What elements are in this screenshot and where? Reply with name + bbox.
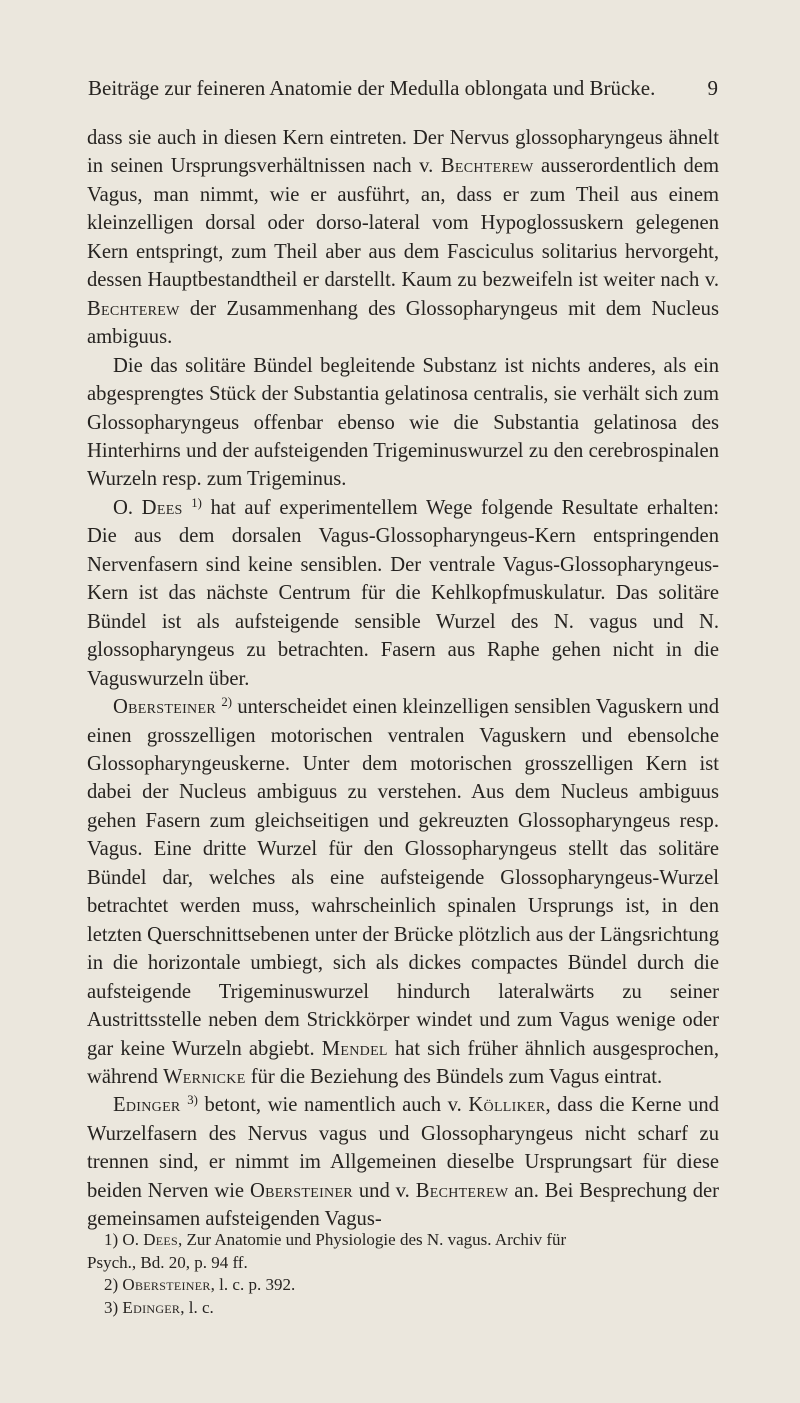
author-name: Dees (143, 1230, 179, 1249)
paragraph (87, 494, 719, 693)
text-run: Psych., Bd. 20, p. 94 ff. (87, 1252, 248, 1272)
text-run: Die das solitäre Bündel begleitende Substanz ist nichts anderes, als ein abgesprengtes Stück der Substantia gelatinosa centralis, sie verhält sich zum Glossopharyngeus offenbar ebenso wie die Substantia gelatinosa des Hinterhirns und der aufsteigenden Trigeminuswurzel zu den cerebrospinalen Wurzeln resp. zum Trigeminus. (87, 354, 719, 491)
author-name: Kölliker (468, 1094, 546, 1117)
text-run: dass sie auch in diesen Kern eintreten. Der Nervus glossopharyngeus ähnelt in seinen Ursprungsverhältnissen nach v. (87, 127, 719, 178)
text-run: hat auf experimentellem Wege folgende Resultate erhalten: Die aus dem dorsalen Vagus-Glossopharyngeus-Kern entspringenden Nervenfasern sind keine sensiblen. Der ventrale Vagus-Glossopharyngeus-Kern ist das nächste Centrum für die Kehlkopfmuskulatur. Das solitäre Bündel ist als aufsteigende sensible Wurzel des N. vagus und N. glossopharyngeus zu betrachten. Fasern aus Raphe gehen nicht in die Vaguswurzeln über. (87, 496, 719, 690)
text-run (183, 497, 192, 519)
text-run: und v. (352, 1179, 416, 1202)
footnote-marker: 2) (221, 695, 232, 710)
running-head (88, 73, 718, 103)
running-head-title: Beiträge zur feineren Anatomie der Medulla oblongata und Brücke. (88, 76, 656, 100)
footnote (87, 1274, 719, 1297)
footnote-continuation (87, 1252, 719, 1275)
text-run: für die Beziehung des Bündels zum Vagus eintrat. (245, 1065, 663, 1088)
paragraph (87, 124, 719, 352)
text-run: , dass die Kerne und Wurzelfasern des Nervus vagus und Glossopharyngeus nicht scharf zu trennen sind, er nimmt im Allgemeinen dieselbe Ursprungsart für diese beiden Nerven wie (87, 1094, 719, 1202)
author-name: Obersteiner (249, 1179, 353, 1202)
text-run: , l. c. (180, 1297, 214, 1317)
author-name: Obersteiner (122, 1275, 211, 1294)
paragraph (87, 693, 719, 1091)
text-run: 2) (104, 1275, 123, 1294)
author-name: Edinger (113, 1094, 181, 1117)
text-run: ausserordentlich dem Vagus, man nimmt, wie er ausführt, an, dass er zum Theil aus einem kleinzelligen dorsal oder dorso-lateral vom Hypoglossuskern gelegenen Kern entspringt, zum Theil aber aus dem Fasciculus solitarius hervorgeht, dessen Hauptbestandtheil er darstellt. Kaum zu bezweifeln ist weiter nach v. (87, 155, 719, 292)
text-run: betont, wie namentlich auch v. (197, 1094, 469, 1117)
paragraph (87, 1091, 719, 1233)
text-run: an. Bei Besprechung der gemeinsamen aufsteigenden Vagus- (87, 1179, 719, 1231)
text-run: der Zusammenhang des Glossopharyngeus mit dem Nucleus ambiguus. (87, 297, 719, 349)
author-name: Wernicke (163, 1065, 246, 1088)
text-run: , Zur Anatomie und Physiologie des N. vagus. Archiv für (178, 1230, 567, 1249)
author-name: Obersteiner (113, 696, 216, 719)
footnote (87, 1297, 719, 1320)
text-run: , l. c. p. 392. (210, 1275, 296, 1294)
page-number: 9 (707, 76, 718, 100)
paragraph (87, 352, 719, 494)
text-run: O. (113, 496, 142, 519)
text-run: 1) O. (104, 1230, 144, 1249)
footnote-marker: 1) (191, 495, 202, 510)
author-name: Mendel (321, 1037, 388, 1060)
text-run: unterscheidet einen kleinzelligen sensiblen Vaguskern und einen grosszelligen motorischen ventralen Vaguskern und ebensolche Glossopharyngeuskerne. Unter dem motorischen grosszelligen Kern ist dabei der Nucleus ambiguus zu verstehen. Aus dem Nucleus ambiguus gehen Fasern zum gleichseitigen und gekreuzten Glossopharyngeus resp. Vagus. Eine dritte Wurzel für den Glossopharyngeus stellt das solitäre Bündel dar, welches als eine aufsteigende Glossopharyngeus-Wurzel betrachtet werden muss, wahrscheinlich spinalen Ursprungs ist, in den letzten Querschnittsebenen unter der Brücke plötzlich aus der Längsrichtung in die horizontale umbiegt, sich als dickes compactes Bündel durch die aufsteigende Trigeminuswurzel hindurch lateralwärts zu seiner Austrittsstelle neben dem Strickkörper windet und zum Vagus wenige oder gar keine Wurzeln abgiebt. (87, 696, 719, 1060)
author-name: Bechterew (440, 155, 534, 178)
author-name: Dees (141, 496, 183, 519)
footnote-marker: 3) (187, 1093, 198, 1108)
footnote (87, 1229, 719, 1252)
text-run: hat sich früher ähnlich ausgesprochen, während (87, 1037, 719, 1088)
author-name: Bechterew (415, 1179, 509, 1202)
author-name: Edinger (122, 1297, 181, 1317)
text-run: 3) (104, 1297, 123, 1317)
footnotes (87, 1229, 719, 1319)
body-text (87, 124, 719, 1234)
author-name: Bechterew (87, 297, 180, 320)
